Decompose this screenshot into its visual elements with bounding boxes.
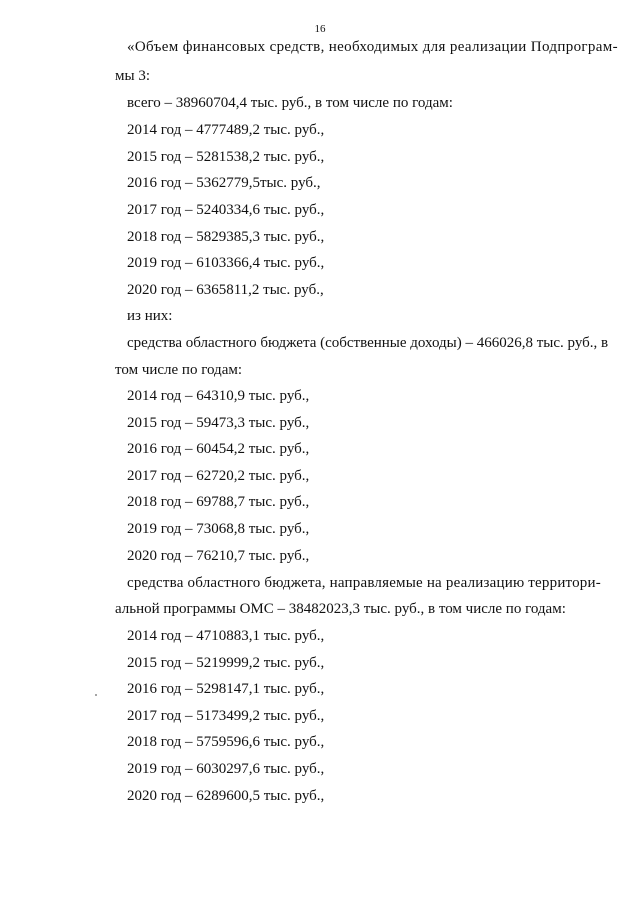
intro-line-2: мы 3:: [115, 68, 150, 84]
regional-own-year-2016: 2016 год – 60454,2 тыс. руб.,: [127, 441, 310, 457]
total-amount: всего – 38960704,4 тыс. руб., в том числе по годам:: [127, 95, 453, 111]
scan-speck: [95, 694, 97, 696]
regional-oms-year-2015: 2015 год – 5219999,2 тыс. руб.,: [127, 655, 325, 671]
regional-oms-line-2: альной программы ОМС – 38482023,3 тыс. руб., в том числе по годам:: [115, 601, 566, 617]
regional-own-year-2017: 2017 год – 62720,2 тыс. руб.,: [127, 468, 310, 484]
regional-oms-year-2018: 2018 год – 5759596,6 тыс. руб.,: [127, 734, 325, 750]
total-year-2017: 2017 год – 5240334,6 тыс. руб.,: [127, 202, 325, 218]
regional-oms-year-2020: 2020 год – 6289600,5 тыс. руб.,: [127, 788, 325, 804]
total-year-2020: 2020 год – 6365811,2 тыс. руб.,: [127, 282, 324, 298]
page-number: 16: [314, 23, 326, 35]
regional-own-line-2: том числе по годам:: [115, 362, 243, 378]
regional-own-year-2018: 2018 год – 69788,7 тыс. руб.,: [127, 494, 310, 510]
regional-own-year-2019: 2019 год – 73068,8 тыс. руб.,: [127, 521, 310, 537]
total-year-2016: 2016 год – 5362779,5тыс. руб.,: [127, 175, 321, 191]
regional-oms-line-1: средства областного бюджета, направляемые на реализацию территори-: [127, 575, 601, 591]
total-year-2018: 2018 год – 5829385,3 тыс. руб.,: [127, 229, 325, 245]
regional-oms-year-2016: 2016 год – 5298147,1 тыс. руб.,: [127, 681, 325, 697]
regional-oms-year-2019: 2019 год – 6030297,6 тыс. руб.,: [127, 761, 325, 777]
regional-oms-year-2017: 2017 год – 5173499,2 тыс. руб.,: [127, 708, 325, 724]
regional-own-line-1: средства областного бюджета (собственные доходы) – 466026,8 тыс. руб., в: [127, 335, 609, 351]
total-year-2014: 2014 год – 4777489,2 тыс. руб.,: [127, 122, 325, 138]
regional-own-year-2015: 2015 год – 59473,3 тыс. руб.,: [127, 415, 310, 431]
total-year-2015: 2015 год – 5281538,2 тыс. руб.,: [127, 149, 325, 165]
total-year-2019: 2019 год – 6103366,4 тыс. руб.,: [127, 255, 325, 271]
intro-line-1: «Объем финансовых средств, необходимых для реализации Подпрограм-: [127, 39, 618, 55]
regional-own-year-2020: 2020 год – 76210,7 тыс. руб.,: [127, 548, 310, 564]
of-them-label: из них:: [127, 308, 173, 324]
regional-own-year-2014: 2014 год – 64310,9 тыс. руб.,: [127, 388, 310, 404]
regional-oms-year-2014: 2014 год – 4710883,1 тыс. руб.,: [127, 628, 325, 644]
